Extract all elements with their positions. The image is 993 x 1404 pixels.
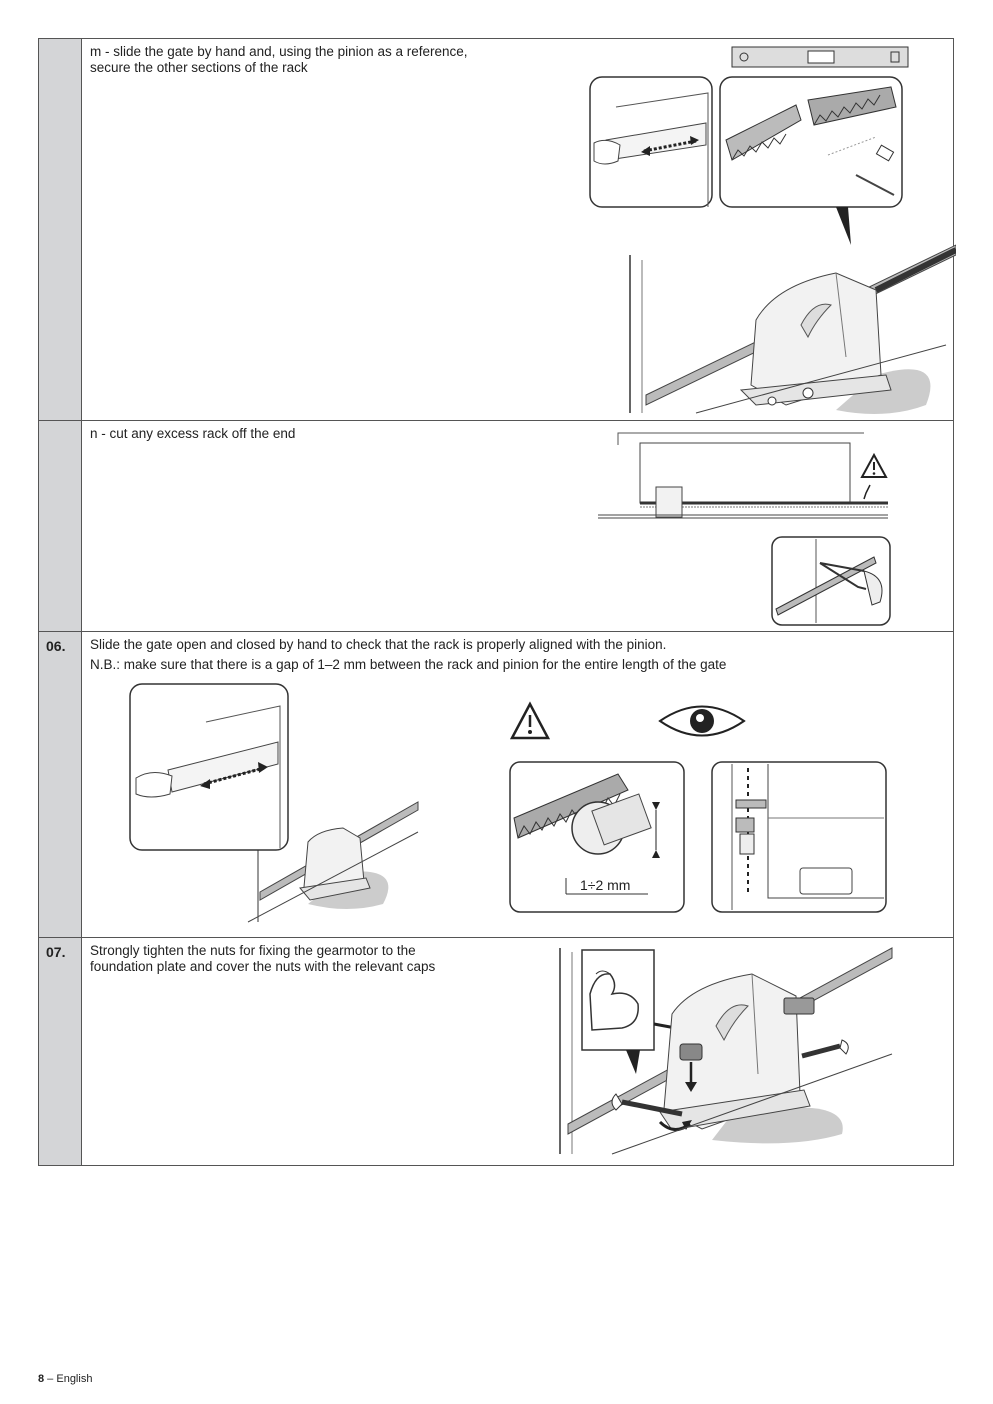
step-n-text: n - cut any excess rack off the end bbox=[90, 426, 296, 441]
step-n-cell bbox=[82, 421, 953, 631]
strong-arm-inset-icon bbox=[582, 950, 654, 1050]
rack-fixing-illustration bbox=[546, 45, 956, 415]
step-07-text: Strongly tighten the nuts for fixing the gearmotor to the foundation plate and cover the nuts with the relevant caps bbox=[90, 943, 436, 974]
page-footer bbox=[38, 1373, 92, 1385]
step-m-cell bbox=[82, 39, 953, 420]
step-06-line1: Slide the gate open and closed by hand to check that the rack is properly aligned with the pinion. bbox=[90, 637, 667, 652]
warning-triangle-icon bbox=[862, 455, 886, 499]
pinion-detail-inset-icon bbox=[510, 762, 684, 912]
step-06-row bbox=[39, 631, 953, 937]
step-number-cell bbox=[39, 421, 82, 631]
footer-separator: – bbox=[44, 1373, 57, 1385]
step-number-cell bbox=[39, 39, 82, 420]
hacksaw-inset-icon bbox=[772, 537, 890, 625]
step-m-text: m - slide the gate by hand and, using the pinion as a reference, secure the other sections of the rack bbox=[90, 44, 468, 75]
gearmotor-icon bbox=[630, 245, 956, 414]
instruction-table bbox=[38, 38, 954, 1166]
hand-slide-inset-icon bbox=[590, 77, 712, 207]
step-07-row bbox=[39, 937, 953, 1165]
nut-tightening-illustration bbox=[552, 944, 902, 1164]
footer-language: English bbox=[56, 1373, 93, 1385]
gate-side-view-icon bbox=[598, 433, 888, 518]
step-number: 07. bbox=[39, 938, 82, 1165]
step-n-row bbox=[39, 420, 953, 631]
step-m-row bbox=[39, 39, 953, 420]
eye-icon bbox=[660, 707, 744, 736]
spirit-level-icon bbox=[732, 47, 908, 67]
step-07-cell bbox=[82, 938, 953, 1165]
rack-cut-illustration bbox=[558, 427, 898, 627]
warning-triangle-icon bbox=[512, 704, 548, 738]
rack-section-inset-icon bbox=[712, 762, 886, 912]
gap-label: 1÷2 mm bbox=[580, 877, 631, 893]
step-06-cell bbox=[82, 632, 953, 937]
rack-joint-inset-icon bbox=[720, 77, 902, 207]
pinion-gap-illustration bbox=[508, 698, 898, 934]
rack-alignment-illustration bbox=[128, 682, 428, 932]
step-number: 06. bbox=[39, 632, 82, 937]
hand-slide-inset-icon bbox=[130, 684, 288, 850]
page-number: 8 bbox=[38, 1373, 45, 1385]
step-06-line2: N.B.: make sure that there is a gap of 1–2 mm between the rack and pinion for the entire length of the gate bbox=[90, 657, 727, 672]
